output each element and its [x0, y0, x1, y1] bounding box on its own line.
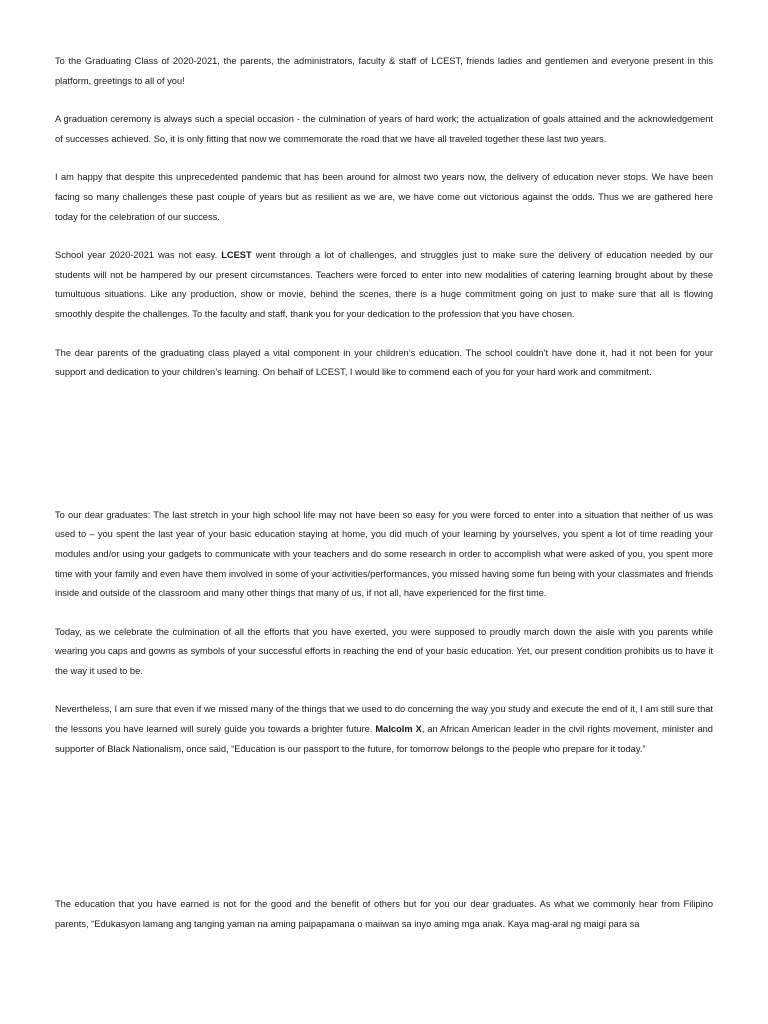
text-run: School year 2020-2021 was not easy.: [55, 250, 222, 261]
paragraph-spacer: [55, 227, 713, 246]
document-page: [55, 52, 713, 934]
paragraph-school-year: [55, 246, 713, 324]
paragraph-celebration: Today, as we celebrate the culmination of all the efforts that you have exerted, you were supposed to proudly march down the aisle with you parents while wearing you caps and gowns as symbols of your successful efforts in reaching the end of your basic education. Yet, our present condition prohibits us to have it the way it used to be.: [55, 626, 713, 676]
page-blank-space: [55, 759, 713, 895]
page-blank-space: [55, 383, 713, 506]
text-run: , an African American leader in the civil rights movement, minister and supporter of Black Nationalism, once said, “Education is our passport to the future, for tomorrow belongs to the people who prepare for it today.”: [55, 724, 713, 754]
paragraph-spacer: [55, 604, 713, 623]
paragraph-parents: The dear parents of the graduating class played a vital component in your children’s education. The school couldn’t have done it, had it not been for your support and dedication to your children’s learning. On behalf of LCEST, I would like to commend each of you for your hard work and commitment.: [55, 347, 713, 378]
bold-person-name: Malcolm X: [375, 724, 422, 735]
text-run: went through a lot of challenges, and struggles just to make sure the delivery of education needed by our students will not be hampered by our present circumstances. Teachers were forced to enter into new modalities of catering learning brought about by these tumultuous situations. Like any production, show or movie, behind the scenes, there is a huge commitment going on just to make sure that all is flowing smoothly despite the challenges. To the faculty and staff, thank you for your dedication to the profession that you have chosen.: [55, 250, 713, 319]
bold-institution-name: LCEST: [221, 250, 252, 261]
paragraph-malcolm-x-quote: [55, 700, 713, 759]
paragraph-graduates: To our dear graduates: The last stretch in your high school life may not have been so easy for you were forced to enter into a situation that neither of us was used to – you spent the last year of your basic education staying at home, you did much of your learning by yourselves, you spent a lot of time reading your modules and/or using your gadgets to communicate with your teachers and do some research in order to accomplish what were asked of you, you spent more time with your family and even have them involved in some of your activities/performances, you missed having some fun being with your classmates and friends inside and outside of the classroom and many other things that many of us, if not all, have experienced for the first time.: [55, 509, 713, 599]
paragraph-spacer: [55, 681, 713, 700]
paragraph-spacer: [55, 325, 713, 344]
paragraph-pandemic: I am happy that despite this unprecedented pandemic that has been around for almost two years now, the delivery of education never stops. We have been facing so many challenges these past couple of years but as resilient as we are, we have come out victorious against the odds. Thus we are gathered here today for the celebration of our success.: [55, 172, 713, 222]
paragraph-graduation-occasion: A graduation ceremony is always such a special occasion - the culmination of years of hard work; the actualization of goals attained and the acknowledgement of successes achieved. So, it is only fitting that now we commemorate the road that we have all traveled together these last two years.: [55, 114, 713, 144]
paragraph-spacer: [55, 91, 713, 110]
paragraph-spacer: [55, 149, 713, 168]
text-run: Nevertheless, I am sure that even if we missed many of the things that we used to do concerning the way you study and execute the end of it, I am still sure that the lessons you have learned will surely guide you towards a brighter future.: [55, 704, 713, 735]
paragraph-education-benefit: The education that you have earned is not for the good and the benefit of others but for you our dear graduates. As what we commonly hear from Filipino parents, “Edukasyon lamang ang tanging yaman na aming paipapamana o maiiwan sa inyo aming mga anak. Kaya mag-aral ng maigi para sa: [55, 899, 713, 929]
paragraph-greeting: To the Graduating Class of 2020-2021, the parents, the administrators, faculty & staff of LCEST, friends ladies and gentlemen and everyone present in this platform, greetings to all of you!: [55, 56, 713, 86]
